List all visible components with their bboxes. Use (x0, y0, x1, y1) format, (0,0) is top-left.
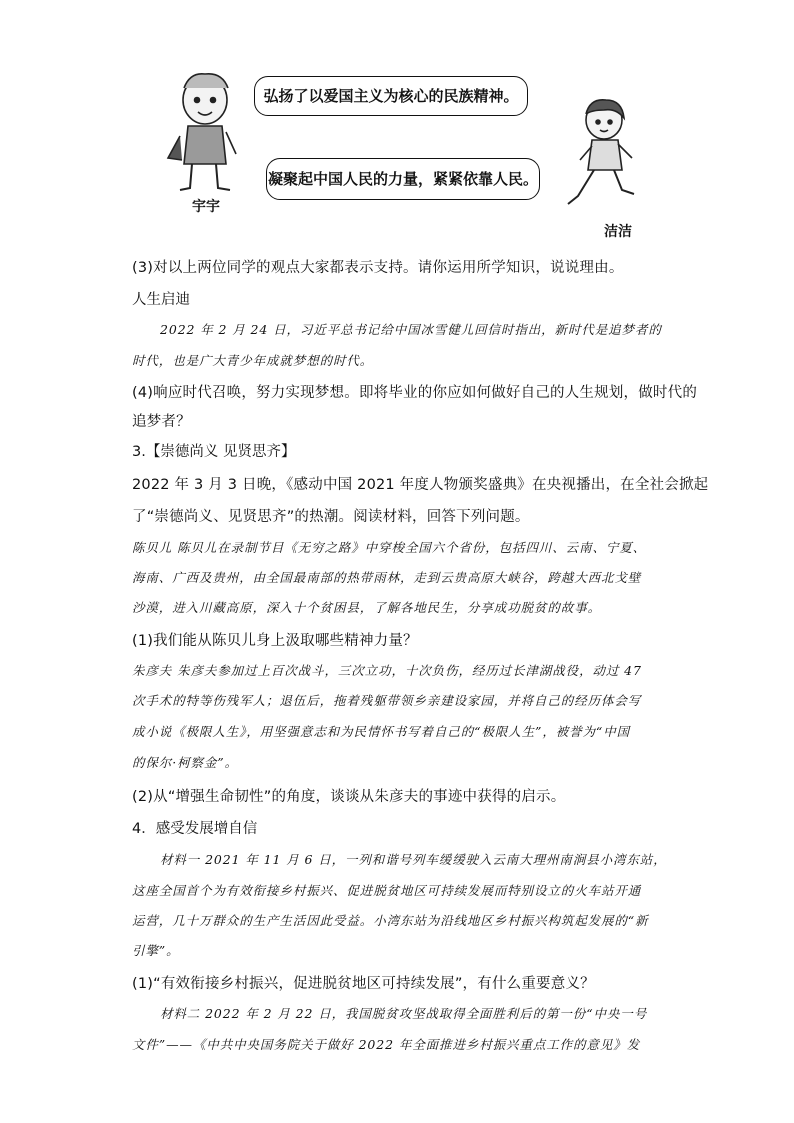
speech-bubble-bottom: 凝聚起中国人民的力量，紧紧依靠人民。 (266, 158, 540, 200)
material-1-line-3: 运营，几十万群众的生产生活因此受益。小湾东站为沿线地区乡村振兴构筑起发展的“新 (132, 913, 649, 928)
material-1-line-4: 引擎”。 (132, 943, 180, 958)
section-3-intro-line-2: 了“崇德尚义、见贤思齐”的热潮。阅读材料，回答下列问题。 (132, 509, 530, 525)
chen-beier-line-1: 陈贝儿 陈贝儿在录制节目《无穷之路》中穿梭全国六个省份，包括四川、云南、宁夏、 (132, 540, 647, 555)
speech-bubble-top: 弘扬了以爱国主义为核心的民族精神。 (254, 76, 528, 116)
section-4-question-1: (1)“有效衔接乡村振兴，促进脱贫地区可持续发展”，有什么重要意义？ (132, 976, 595, 992)
dialogue-illustration (160, 66, 660, 246)
material-1-line-2: 这座全国首个为有效衔接乡村振兴、促进脱贫地区可持续发展而特别设立的火车站开通 (132, 883, 642, 898)
zhu-yanfu-line-4: 的保尔·柯察金”。 (132, 755, 238, 770)
boy-yuyu-figure-icon (160, 66, 250, 196)
question-4-line-1: (4)响应时代召唤，努力实现梦想。即将毕业的你应如何做好自己的人生规划，做时代的 (132, 385, 698, 401)
material-xi-line-2: 时代，也是广大青少年成就梦想的时代。 (132, 353, 374, 368)
section-3-question-2: (2)从“增强生命韧性”的角度，谈谈从朱彦夫的事迹中获得的启示。 (132, 789, 566, 805)
chen-beier-line-3: 沙漠，进入川藏高原，深入十个贫困县，了解各地民生，分享成功脱贫的故事。 (132, 600, 602, 615)
chen-beier-line-2: 海南、广西及贵州，由全国最南部的热带雨林，走到云贵高原大峡谷，跨越大西北戈壁 (132, 570, 642, 585)
material-xi-line-1: 2022 年 2 月 24 日，习近平总书记给中国冰雪健儿回信时指出，新时代是追梦者的 (160, 322, 662, 337)
material-1-line-1: 材料一 2021 年 11 月 6 日，一列和谐号列车缓缓驶入云南大理州南涧县小湾东站， (160, 852, 667, 867)
right-character-name: 洁洁 (604, 224, 632, 240)
material-2-line-2: 文件”——《中共中央国务院关于做好 2022 年全面推进乡村振兴重点工作的意见》发 (132, 1037, 641, 1052)
material-2-line-1: 材料二 2022 年 2 月 22 日，我国脱贫攻坚战取得全面胜利后的第一份“中央一号 (160, 1006, 648, 1021)
section-4-heading: 4．感受发展增自信 (132, 821, 258, 837)
zhu-yanfu-line-3: 成小说《极限人生》，用坚强意志和为民情怀书写着自己的“极限人生”，被誉为“中国 (132, 724, 631, 739)
section-3-intro-line-1: 2022 年 3 月 3 日晚，《感动中国 2021 年度人物颁奖盛典》在央视播出，在全社会掀起 (132, 477, 709, 493)
left-character-name: 宇宇 (192, 199, 220, 215)
section-heading-life-inspiration: 人生启迪 (132, 292, 190, 308)
zhu-yanfu-line-1: 朱彦夫 朱彦夫参加过上百次战斗，三次立功，十次负伤，经历过长津湖战役，动过 47 (132, 663, 642, 678)
question-4-line-2: 追梦者？ (132, 414, 191, 430)
girl-jiejie-figure-icon (560, 96, 650, 221)
question-3-1: (3)对以上两位同学的观点大家都表示支持。请你运用所学知识，说说理由。 (132, 260, 624, 276)
section-3-question-1: (1)我们能从陈贝儿身上汲取哪些精神力量？ (132, 633, 418, 649)
zhu-yanfu-line-2: 次手术的特等伤残军人；退伍后，拖着残躯带领乡亲建设家园，并将自己的经历体会写 (132, 693, 642, 708)
section-3-heading: 3.【崇德尚义 见贤思齐】 (132, 444, 296, 460)
